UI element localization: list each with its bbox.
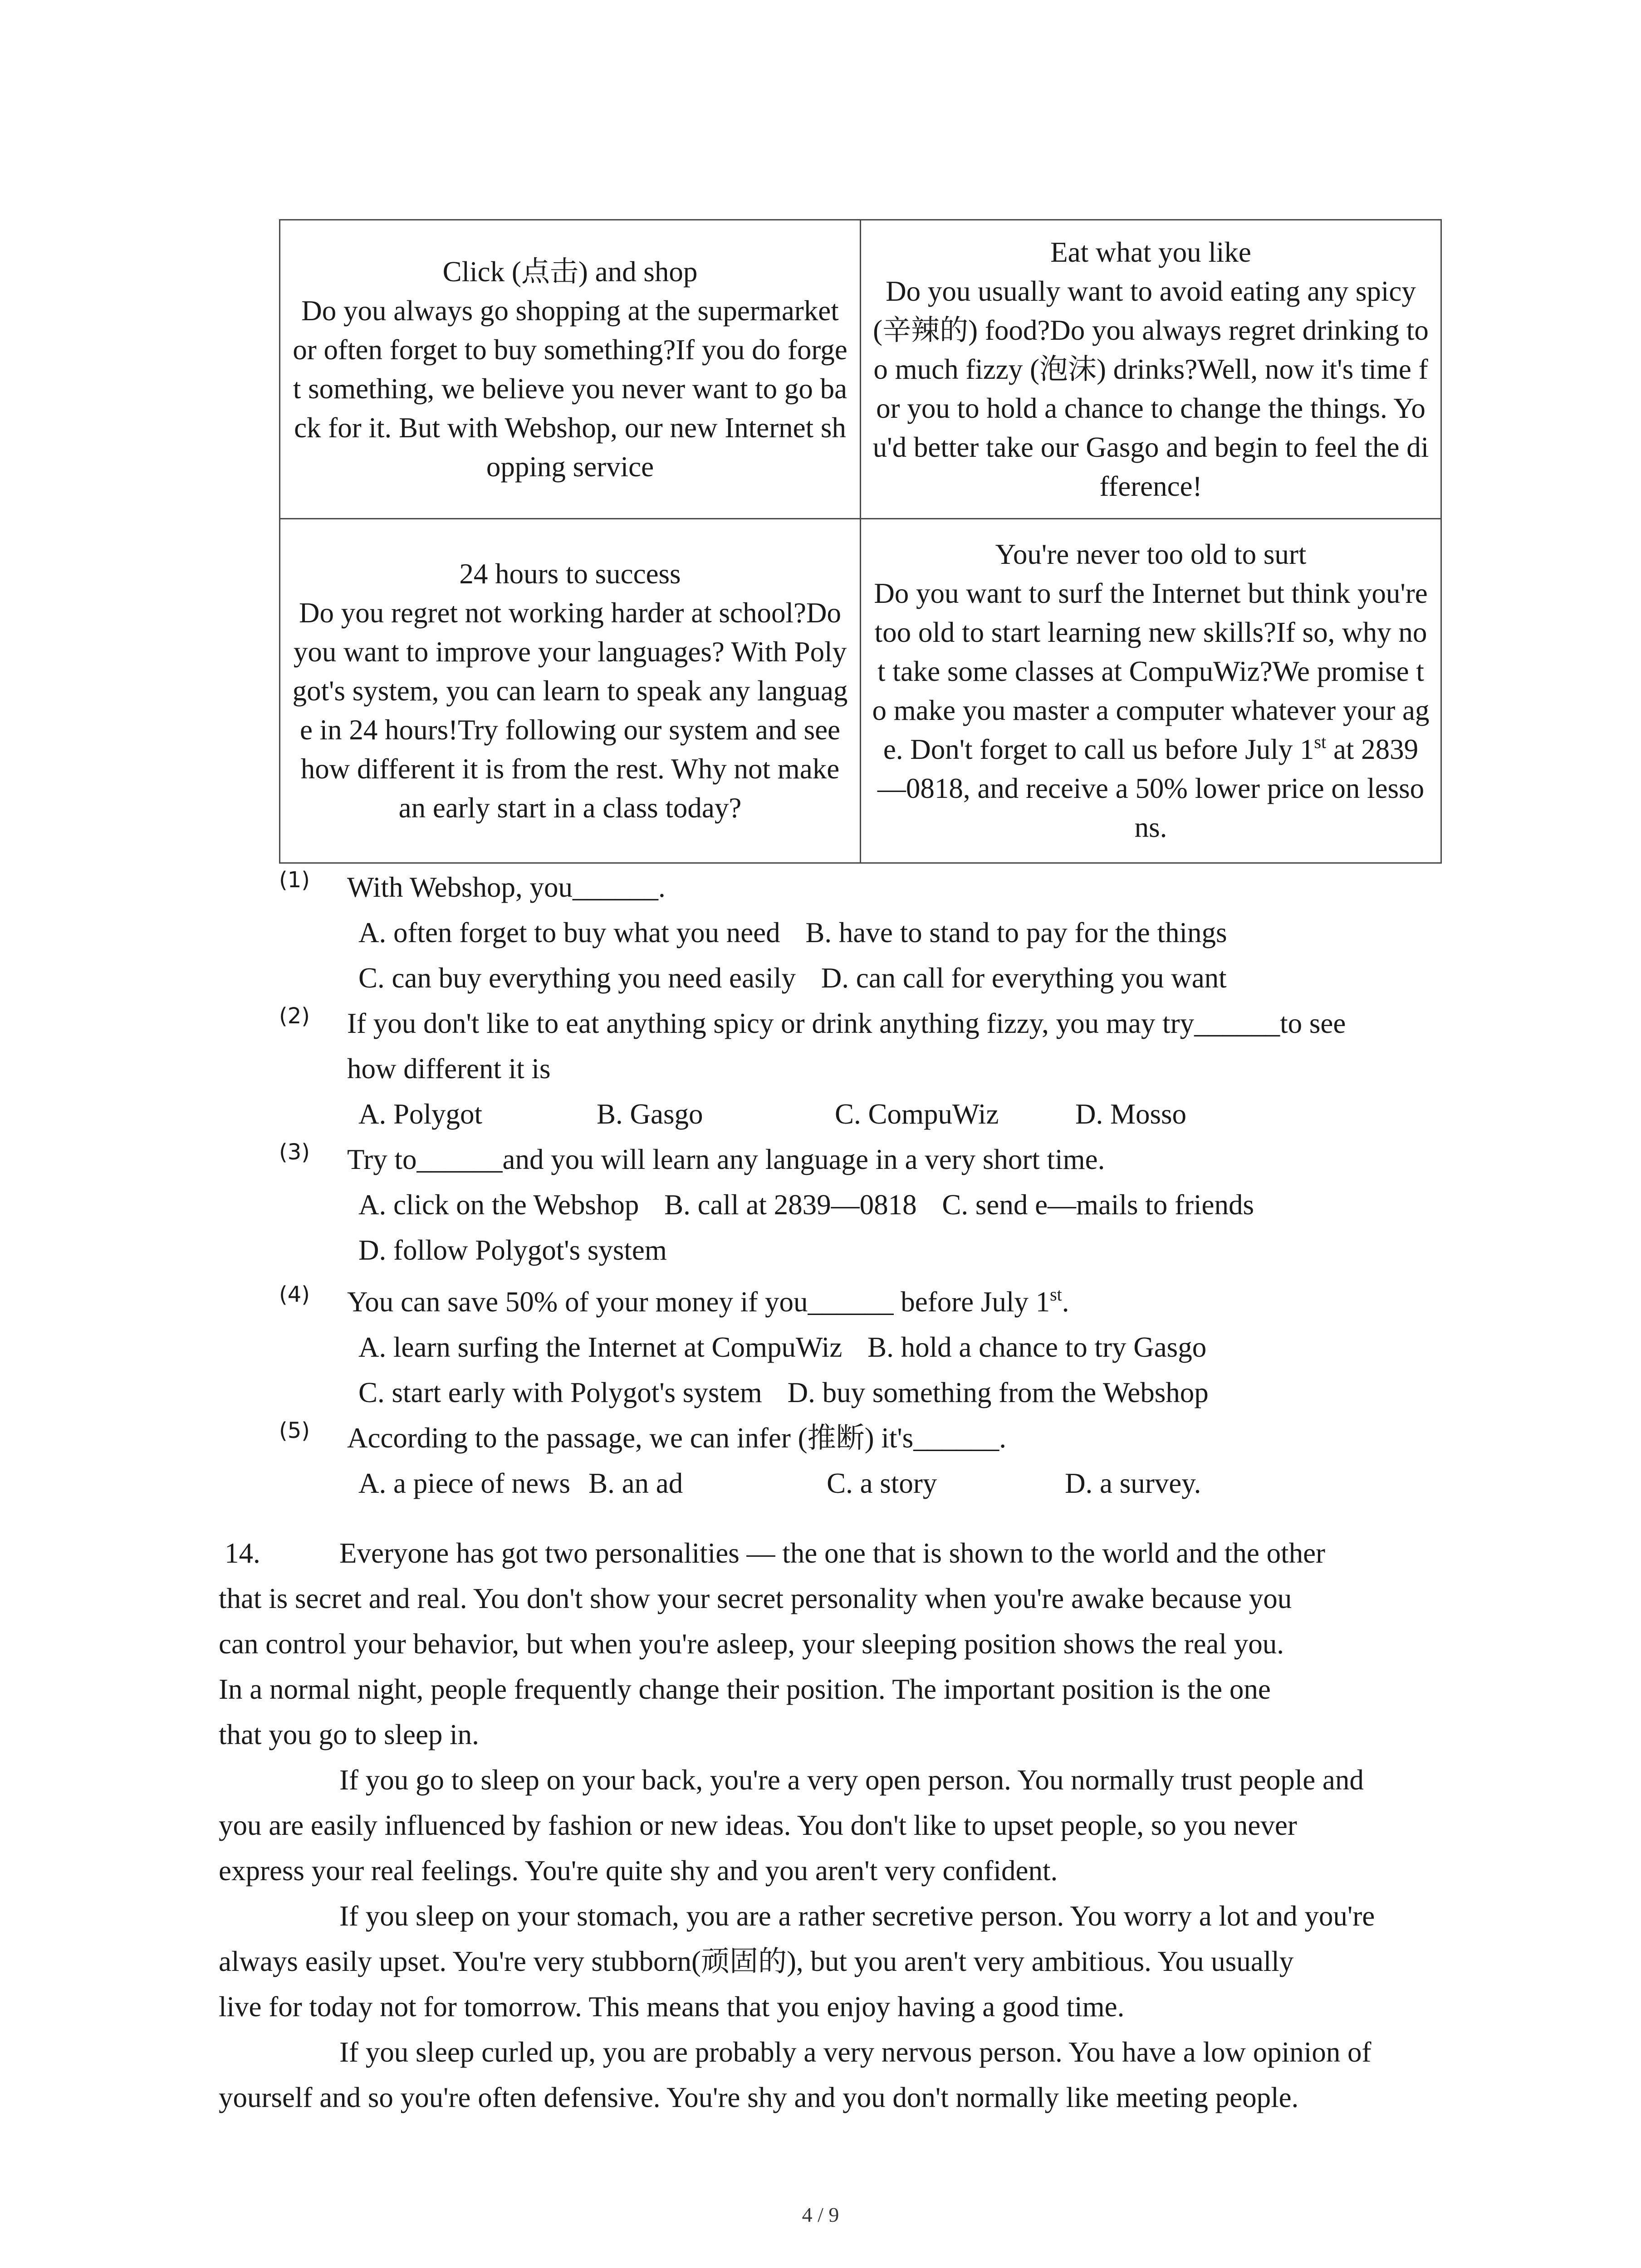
page-number: 4 / 9: [802, 2203, 839, 2226]
option-row: [347, 1182, 1459, 1227]
option-c[interactable]: C. can buy everything you need easily: [358, 962, 796, 994]
paragraph-1: Everyone has got two personalities — the one that is shown to the world and the other that is secret and real. You don't show your secret personality when you're awake because you can control your behavior, but when you're asleep, your sleeping position shows the real you. In a normal night, people frequently change their position. The important position is the one that you go to sleep in.: [219, 1537, 1326, 1750]
ad-title: Eat what you like: [1050, 236, 1251, 268]
question-5: [279, 1415, 1459, 1506]
ad-webshop: [280, 220, 861, 519]
option-a[interactable]: A. often forget to buy what you need: [358, 917, 780, 948]
ad-body: Do you want to surf the Internet but think you're too old to start learning new skills?If so, why not take some classes at CompuWiz?We promise to make you master a computer whatever your age. Don't forget to call us before July 1st at 2839—0818, and receive a 50% lower price on lessons.: [872, 577, 1430, 843]
option-a[interactable]: A. learn surfing the Internet at CompuWiz: [358, 1331, 843, 1363]
option-a[interactable]: A. Polygot: [358, 1098, 483, 1130]
option-row: [347, 1227, 1459, 1273]
option-c[interactable]: C. a story: [827, 1467, 937, 1499]
option-row: [347, 955, 1459, 1001]
ads-table: [279, 219, 1442, 864]
option-b[interactable]: B. call at 2839—0818: [664, 1189, 917, 1221]
option-row: [347, 1091, 1459, 1137]
question-number: (2): [279, 1003, 310, 1029]
ad-title: Click (点击) and shop: [442, 256, 698, 288]
option-b[interactable]: B. hold a chance to try Gasgo: [867, 1331, 1207, 1363]
option-d[interactable]: D. Mosso: [1075, 1098, 1187, 1130]
option-row: [347, 1325, 1459, 1370]
question-text: According to the passage, we can infer (推断) it's______.: [347, 1422, 1006, 1454]
question-text-continued: how different it is: [347, 1053, 551, 1085]
paragraph-2: If you go to sleep on your back, you're a very open person. You normally trust people and you are easily influenced by fashion or new ideas. You don't like to upset people, so you never express your real feelings. You're quite shy and you aren't very confident.: [219, 1764, 1364, 1887]
ad-polygot: [280, 519, 861, 863]
option-d[interactable]: D. buy something from the Webshop: [787, 1377, 1209, 1408]
question-text: You can save 50% of your money if you______ before July 1st.: [347, 1284, 1069, 1318]
passage-14: [219, 1530, 1459, 2120]
question-number: (4): [279, 1282, 310, 1307]
option-row: [347, 910, 1459, 955]
option-b[interactable]: B. have to stand to pay for the things: [805, 917, 1227, 948]
option-d[interactable]: D. a survey.: [1065, 1467, 1201, 1499]
ad-compuwiz: [861, 519, 1441, 863]
ad-gasgo: [861, 220, 1441, 519]
ad-title: 24 hours to success: [459, 558, 681, 590]
question-list: [279, 865, 1459, 1506]
option-a[interactable]: A. click on the Webshop: [358, 1189, 639, 1221]
paragraph-3: If you sleep on your stomach, you are a rather secretive person. You worry a lot and you're always easily upset. You're very stubborn(顽固的), but you aren't very ambitious. You usually live for today not for tomorrow. This means that you enjoy having a good time.: [219, 1900, 1375, 2023]
question-number: (3): [279, 1139, 310, 1165]
question-text: If you don't like to eat anything spicy or drink anything fizzy, you may try______to see: [347, 1007, 1346, 1039]
question-number: (1): [279, 867, 310, 893]
option-b[interactable]: B. an ad: [588, 1467, 683, 1499]
question-text: With Webshop, you______.: [347, 871, 666, 903]
option-a[interactable]: A. a piece of news: [358, 1467, 571, 1499]
option-row: [347, 1461, 1459, 1506]
ad-body: Do you regret not working harder at school?Do you want to improve your languages? With Polygot's system, you can learn to speak any language in 24 hours!Try following our system and see how different it is from the rest. Why not make an early start in a class today?: [292, 597, 848, 824]
option-d[interactable]: D. can call for everything you want: [821, 962, 1227, 994]
paragraph-4: If you sleep curled up, you are probably a very nervous person. You have a low opinion of yourself and so you're often defensive. You're shy and you don't normally like meeting people.: [219, 2036, 1372, 2113]
ad-body: Do you always go shopping at the supermarket or often forget to buy something?If you do forget something, we believe you never want to go back for it. But with Webshop, our new Internet shopping service: [293, 295, 847, 483]
question-number: 14.: [225, 1537, 260, 1569]
question-text: Try to______and you will learn any language in a very short time.: [347, 1144, 1105, 1175]
ad-body: Do you usually want to avoid eating any spicy (辛辣的) food?Do you always regret drinking too much fizzy (泡沫) drinks?Well, now it's time for you to hold a chance to change the things. You'd better take our Gasgo and begin to feel the difference!: [872, 275, 1429, 502]
question-4: [279, 1279, 1459, 1415]
option-row: [347, 1370, 1459, 1415]
question-1: [279, 865, 1459, 1001]
option-d[interactable]: D. follow Polygot's system: [358, 1234, 667, 1266]
option-b[interactable]: B. Gasgo: [597, 1098, 703, 1130]
question-2: [279, 1001, 1459, 1137]
option-c[interactable]: C. send e—mails to friends: [942, 1189, 1254, 1221]
ad-title: You're never too old to surt: [995, 538, 1307, 570]
option-c[interactable]: C. start early with Polygot's system: [358, 1377, 762, 1408]
question-3: [279, 1137, 1459, 1273]
option-c[interactable]: C. CompuWiz: [835, 1098, 999, 1130]
question-number: (5): [279, 1418, 310, 1443]
